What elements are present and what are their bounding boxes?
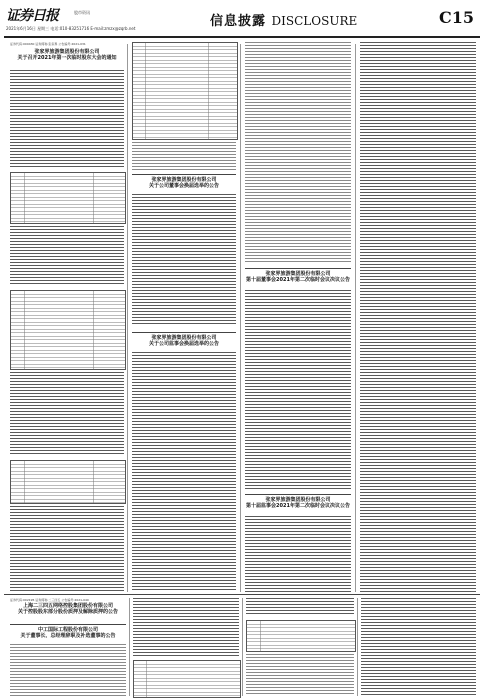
column-divider [127,44,128,592]
company-name: 张家界旅游集团股份有限公司 [151,177,217,183]
article-title: 关于公司董事会换届选举的公告 [148,182,219,189]
masthead [4,4,480,44]
column-divider [129,598,130,696]
article-headline [245,498,351,509]
article-headline [10,50,124,61]
article-headline [10,604,126,615]
nominee-table [132,42,238,140]
column-divider [355,44,356,592]
dateline: 2021年6月16日 星期三 电话:010-83251716 E-mail:zmzx@zqrb.net [6,26,136,31]
article-body [245,42,351,264]
article-column-2 [132,42,236,592]
article-headline [132,336,236,347]
article-title: 第十届董事会2021年第二次临时会议决议公告 [246,276,350,283]
article-headline [245,272,351,283]
article-column-1 [10,42,124,592]
column-divider [357,598,358,696]
article-title: 关于召开2021年第一次临时股东大会的通知 [17,54,117,61]
company-name: 张家界旅游集团股份有限公司 [34,49,100,55]
masthead-rule [4,36,480,38]
column-divider [242,598,243,696]
article-column-3 [245,42,351,592]
page-number: C15 [439,8,474,27]
shareholding-table [246,620,356,652]
stock-code-line: 证券代码:002195 证券简称:二三四五 公告编号:2021-040 [10,598,89,602]
article-title: 关于控股股东部分股份质押及解除质押的公告 [17,608,118,615]
column-divider [240,44,241,592]
article-body [132,142,236,170]
company-name: 张家界旅游集团股份有限公司 [265,271,331,277]
section-title-cn: 信息披露 [210,14,267,29]
article-separator [10,624,126,625]
article-body [246,598,354,616]
proxy-form-table [10,290,126,370]
article-separator [245,494,351,495]
company-name: 张家界旅游集团股份有限公司 [265,497,331,503]
article-body [10,226,124,286]
bottom-article-1 [10,598,126,698]
company-name: 上海二三四五网络控股集团股份有限公司 [22,603,113,609]
article-body [361,598,476,696]
masthead-subtitle: 股市资讯 [74,10,90,15]
article-separator [132,174,236,175]
article-separator [245,268,351,269]
article-title: 关于公司监事会换届选举的公告 [148,340,219,347]
company-name: 张家界旅游集团股份有限公司 [151,335,217,341]
company-name: 中工国际工程股份有限公司 [37,627,98,633]
proposal-table [10,172,126,224]
article-body [10,506,124,592]
article-headline [10,628,126,639]
article-headline [132,178,236,189]
article-body [10,70,124,168]
article-body [10,372,124,456]
bottom-article-2 [133,598,239,698]
article-body [360,42,476,592]
pledge-table [133,660,241,698]
stock-code-line: 证券代码:000430 证券简称:张家界 公告编号:2021-031 [10,42,86,46]
article-body [133,598,239,656]
article-column-4 [360,42,476,592]
voting-table [10,460,126,504]
newspaper-logo: 证券日报 [6,8,58,24]
article-body [245,290,351,490]
section-title-en: DISCLOSURE [271,14,358,28]
bottom-article-4 [361,598,476,698]
section-title [210,10,357,29]
bottom-band-rule [4,594,480,595]
article-body [132,352,236,592]
article-title: 关于董事长、总经理辞职及补选董事的公告 [20,632,116,639]
article-separator [132,332,236,333]
bottom-article-3 [246,598,354,698]
article-body [245,516,351,592]
article-title: 第十届监事会2021年第二次临时会议决议公告 [246,502,350,509]
article-body [10,644,126,696]
article-body [246,654,354,696]
article-body [132,194,236,326]
